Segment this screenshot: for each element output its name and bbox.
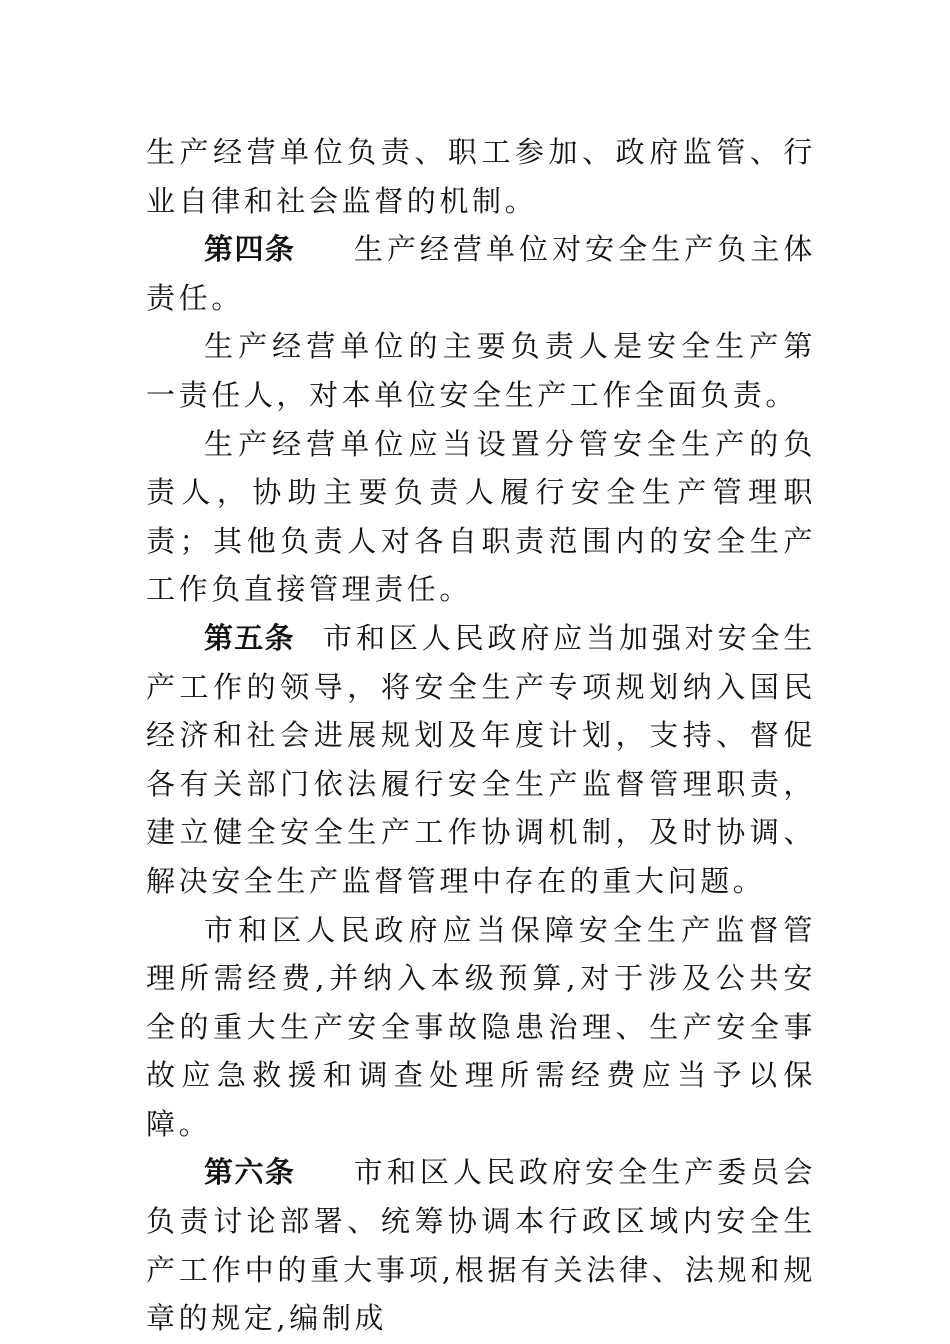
article-4-paragraph: [146, 225, 816, 322]
paragraph-1: [146, 128, 816, 225]
article-4-label: 第四条: [204, 232, 296, 267]
article-6-paragraph: [146, 1148, 816, 1342]
document-body: [146, 128, 816, 1343]
article-5-text: 市和区人民政府应当加强对安全生产工作的领导，将安全生产专项规划纳入国民经济和社会进展规划及年度计划，支持、督促各有关部门依法履行安全生产监督管理职责，建立健全安全生产工作协调机制，及时协调、解决安全生产监督管理中存在的重大问题。: [146, 620, 816, 898]
paragraph-6: [146, 906, 816, 1149]
paragraph-1-text: 生产经营单位负责、职工参加、政府监管、行业自律和社会监督的机制。: [146, 135, 816, 218]
paragraph-6-text: 市和区人民政府应当保障安全生产监督管理所需经费,并纳入本级预算,对于涉及公共安全的重大生产安全事故隐患治理、生产安全事故应急救援和调查处理所需经费应当予以保障。: [146, 912, 816, 1141]
paragraph-3-text: 生产经营单位的主要负责人是安全生产第一责任人，对本单位安全生产工作全面负责。: [146, 329, 816, 412]
paragraph-3: [146, 322, 816, 419]
article-6-label: 第六条: [204, 1155, 296, 1190]
article-6-text: 市和区人民政府安全生产委员会负责讨论部署、统筹协调本行政区域内安全生产工作中的重大事项,根据有关法律、法规和规章的规定,编制成: [146, 1155, 816, 1336]
paragraph-4: [146, 420, 816, 614]
article-4-text: 生产经营单位对安全生产负主体责任。: [146, 232, 816, 315]
article-5-paragraph: [146, 614, 816, 906]
article-5-label: 第五条: [204, 620, 295, 655]
paragraph-4-text: 生产经营单位应当设置分管安全生产的负责人，协助主要负责人履行安全生产管理职责；其他负责人对各自职责范围内的安全生产工作负直接管理责任。: [146, 426, 816, 607]
